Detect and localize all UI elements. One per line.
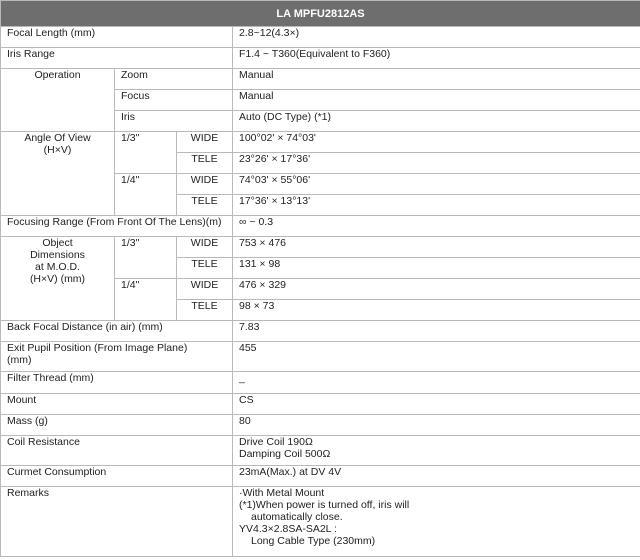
- current-consumption-label: Curmet Consumption: [1, 466, 233, 487]
- remarks-line-1: ·With Metal Mount: [239, 487, 325, 499]
- od-1-3-wide-label: WIDE: [177, 237, 233, 258]
- operation-zoom-value: Manual: [233, 69, 640, 90]
- focal-length-label: Focal Length (mm): [1, 27, 233, 48]
- od-format-1-4: 1/4": [115, 279, 177, 321]
- od-1-4-wide-label: WIDE: [177, 279, 233, 300]
- aov-1-4-wide-value: 74°03' × 55°06': [233, 174, 640, 195]
- back-focal-label: Back Focal Distance (in air) (mm): [1, 321, 233, 342]
- back-focal-value: 7.83: [233, 321, 640, 342]
- coil-resistance-value: Drive Coil 190Ω Damping Coil 500Ω: [233, 436, 640, 466]
- operation-label: Operation: [1, 69, 115, 132]
- focal-length-value: 2.8~12(4.3×): [233, 27, 640, 48]
- operation-iris-label: Iris: [115, 111, 233, 132]
- od-1-3-wide-value: 753 × 476: [233, 237, 640, 258]
- mass-label: Mass (g): [1, 415, 233, 436]
- iris-range-label: Iris Range: [1, 48, 233, 69]
- remarks-label: Remarks: [1, 487, 233, 557]
- mount-value: CS: [233, 394, 640, 415]
- filter-thread-label: Filter Thread (mm): [1, 372, 233, 394]
- aov-format-1-3: 1/3": [115, 132, 177, 174]
- coil-resistance-label: Coil Resistance: [1, 436, 233, 466]
- current-consumption-value: 23mA(Max.) at DV 4V: [233, 466, 640, 487]
- focusing-range-label: Focusing Range (From Front Of The Lens)(m): [1, 216, 233, 237]
- operation-iris-value: Auto (DC Type) (*1): [233, 111, 640, 132]
- aov-1-3-wide-value: 100°02' × 74°03': [233, 132, 640, 153]
- od-1-3-tele-value: 131 × 98: [233, 258, 640, 279]
- aov-format-1-4: 1/4": [115, 174, 177, 216]
- aov-1-3-wide-label: WIDE: [177, 132, 233, 153]
- od-1-4-tele-value: 98 × 73: [233, 300, 640, 321]
- remarks-line-2: (*1)When power is turned off, iris will: [239, 499, 410, 511]
- remarks-value: [233, 487, 640, 557]
- remarks-line-4: YV4.3×2.8SA-SA2L :: [239, 523, 337, 535]
- operation-zoom-label: Zoom: [115, 69, 233, 90]
- aov-1-3-tele-value: 23°26' × 17°36': [233, 153, 640, 174]
- aov-1-4-wide-label: WIDE: [177, 174, 233, 195]
- table-title: LA MPFU2812AS: [1, 1, 640, 27]
- od-1-4-wide-value: 476 × 329: [233, 279, 640, 300]
- od-format-1-3: 1/3": [115, 237, 177, 279]
- mass-value: 80: [233, 415, 640, 436]
- object-dimensions-label: Object Dimensions at M.O.D. (H×V) (mm): [1, 237, 115, 321]
- exit-pupil-value: 455: [233, 342, 640, 372]
- mount-label: Mount: [1, 394, 233, 415]
- aov-1-4-tele-value: 17°36' × 13°13': [233, 195, 640, 216]
- remarks-line-5: Long Cable Type (230mm): [251, 535, 376, 547]
- od-1-3-tele-label: TELE: [177, 258, 233, 279]
- filter-thread-value: _: [233, 372, 640, 394]
- iris-range-value: F1.4 ~ T360(Equivalent to F360): [233, 48, 640, 69]
- aov-1-3-tele-label: TELE: [177, 153, 233, 174]
- exit-pupil-label: Exit Pupil Position (From Image Plane) (mm): [1, 342, 233, 372]
- aov-1-4-tele-label: TELE: [177, 195, 233, 216]
- remarks-line-3: automatically close.: [251, 511, 343, 523]
- operation-focus-label: Focus: [115, 90, 233, 111]
- operation-focus-value: Manual: [233, 90, 640, 111]
- angle-of-view-label: Angle Of View (H×V): [1, 132, 115, 216]
- focusing-range-value: ∞ ~ 0.3: [233, 216, 640, 237]
- od-1-4-tele-label: TELE: [177, 300, 233, 321]
